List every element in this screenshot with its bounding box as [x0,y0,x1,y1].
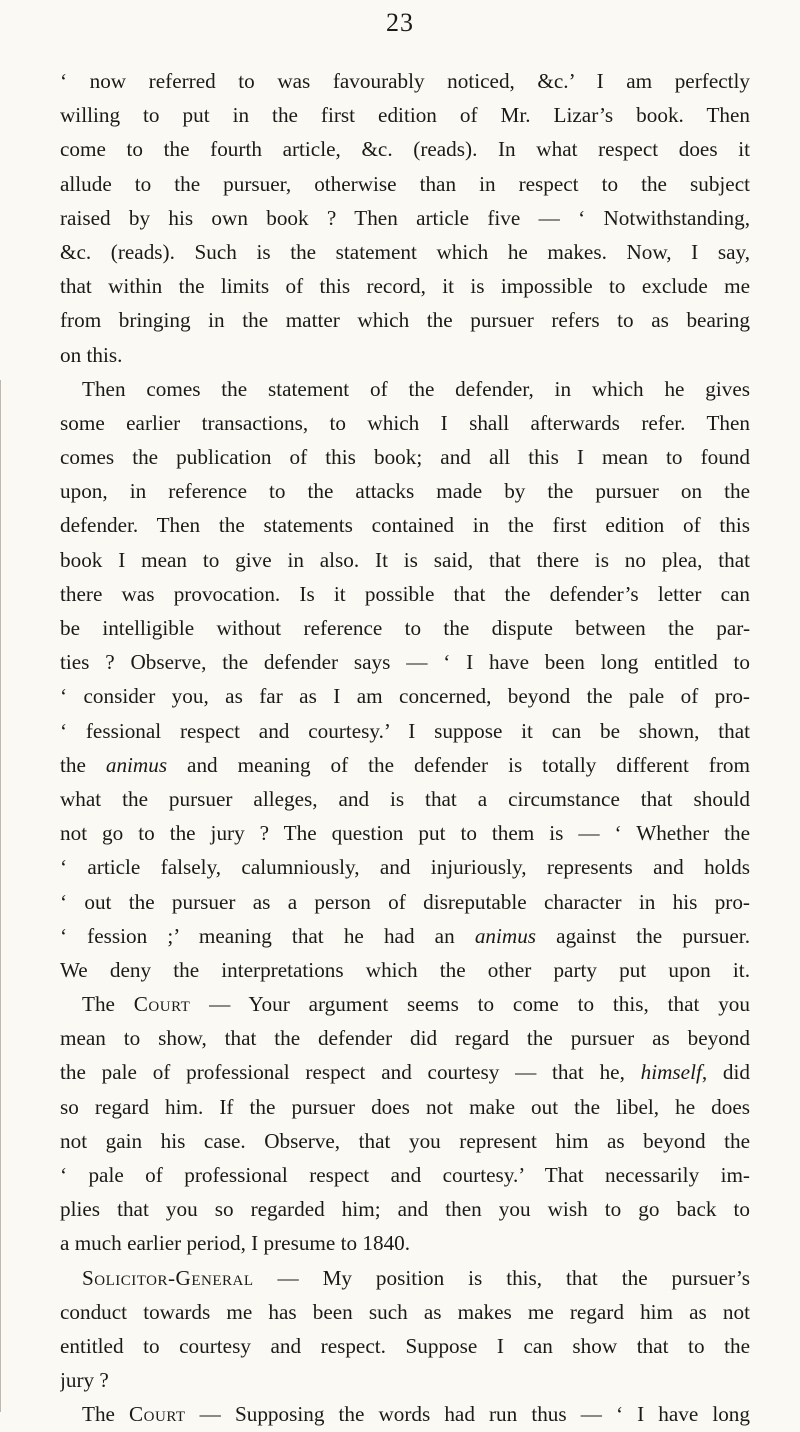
text-line: We deny the interpretations which the other party put upon it. [60,957,750,982]
text-line: that within the limits of this record, it is impossible to exclude me [60,274,750,299]
page-number: 23 [386,8,414,37]
text-line: not go to the jury ? The question put to them is — ‘ Whether the [60,821,750,846]
text-line: Then comes the statement of the defender, in which he gives [82,376,750,401]
text-line: ‘ consider you, as far as I am concerned, beyond the pale of pro- [60,684,750,709]
text-line: ‘ out the pursuer as a person of disreputable character in his pro- [60,889,750,914]
text-line: jury ? [60,1368,109,1393]
text-line: upon, in reference to the attacks made by the pursuer on the [60,479,750,504]
text-line: allude to the pursuer, otherwise than in respect to the subject [60,171,750,196]
page-edge-shadow [0,380,7,1412]
text-line: come to the fourth article, &c. (reads). In what respect does it [60,137,750,162]
text-line: be intelligible without reference to the dispute between the par- [60,616,750,640]
text-line: ‘ pale of professional respect and courtesy.’ That necessarily im- [60,1163,750,1187]
text-line: The Court — Your argument seems to come to this, that you [82,992,750,1017]
text-line: ‘ article falsely, calumniously, and injuriously, represents and holds [60,855,750,880]
text-line: &c. (reads). Such is the statement which he makes. Now, I say, [60,239,750,264]
text-line: defender. Then the statements contained in the first edition of this [60,513,750,538]
text-line: comes the publication of this book; and all this I mean to found [60,445,750,470]
text-line: ties ? Observe, the defender says — ‘ I have been long entitled to [60,650,750,675]
text-line: willing to put in the first edition of Mr. Lizar’s book. Then [60,103,750,128]
text-line: conduct towards me has been such as makes me regard him as not [60,1299,750,1324]
text-line: a much earlier period, I presume to 1840. [60,1231,411,1256]
text-line: on this. [60,342,123,367]
text-line: from bringing in the matter which the pursuer refers to as bearing [60,308,750,333]
text-line: some earlier transactions, to which I shall afterwards refer. Then [60,410,750,435]
text-line: not gain his case. Observe, that you represent him as beyond the [60,1128,750,1153]
text-line: ‘ now referred to was favourably noticed, &c.’ I am perfectly [60,69,750,93]
text-line: so regard him. If the pursuer does not make out the libel, he does [60,1094,750,1119]
text-line: the animus and meaning of the defender is totally different from [60,752,750,777]
text-line: The Court — Supposing the words had run thus — ‘ I have long [82,1402,750,1427]
text-line: there was provocation. Is it possible that the defender’s letter can [60,581,750,606]
text-line: ‘ fessional respect and courtesy.’ I suppose it can be shown, that [60,718,750,743]
text-line: mean to show, that the defender did regard the pursuer as beyond [60,1026,750,1051]
text-line: Solicitor-General — My position is this, that the pursuer’s [82,1265,750,1290]
body-text [60,64,750,1432]
text-line: book I mean to give in also. It is said, that there is no plea, that [60,547,750,572]
text-line: raised by his own book ? Then article five — ‘ Notwithstanding, [60,205,750,230]
text-line: ‘ fession ;’ meaning that he had an animus against the pursuer. [60,923,750,948]
text-line: the pale of professional respect and courtesy — that he, himself, did [60,1060,750,1085]
text-line: entitled to courtesy and respect. Suppose I can show that to the [60,1333,750,1358]
text-line: what the pursuer alleges, and is that a circumstance that should [60,786,750,811]
text-line: plies that you so regarded him; and then you wish to go back to [60,1197,750,1222]
